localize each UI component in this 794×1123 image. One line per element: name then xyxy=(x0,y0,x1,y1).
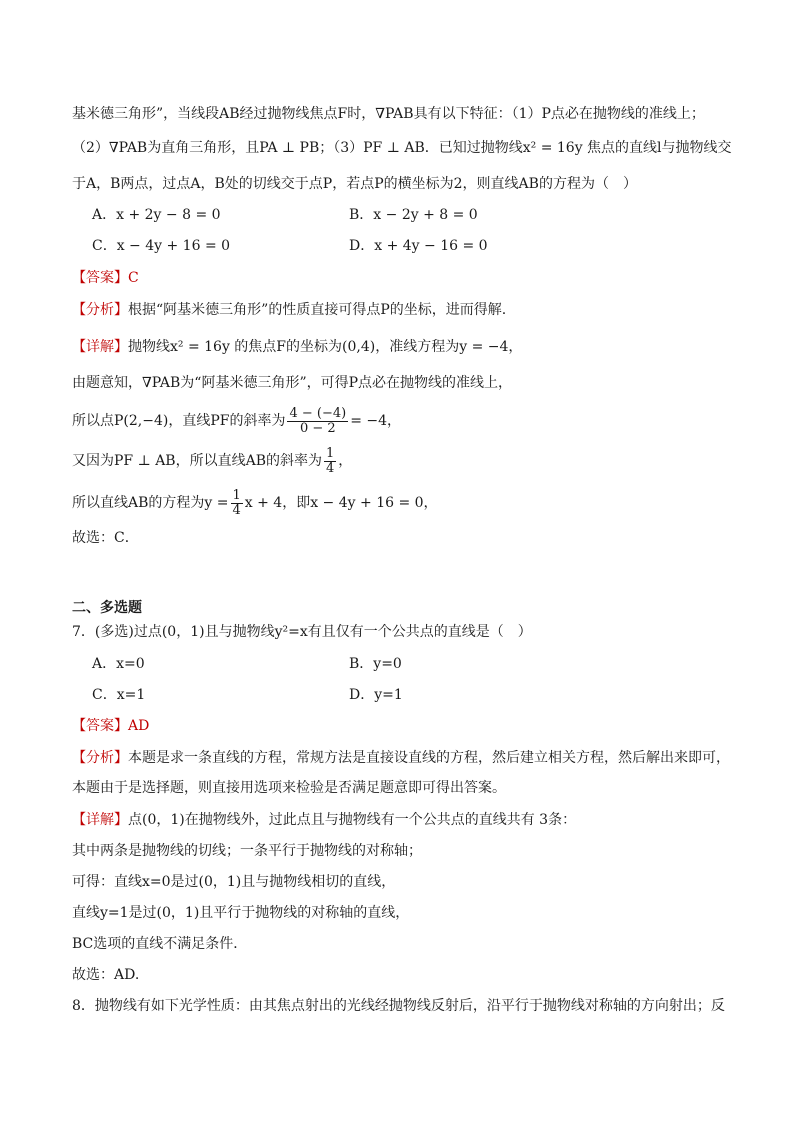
slope-fraction xyxy=(324,447,336,476)
q6-detail-line-2: 由题意知，∇PAB为“阿基米德三角形”，可得P点必在抛物线的准线上， xyxy=(72,375,513,391)
q6-option-a: A．x + 2y − 8 = 0 xyxy=(92,207,221,223)
q6-detail-line-4 xyxy=(72,446,352,476)
fraction-numerator: 4 − (−4) xyxy=(289,405,347,421)
detail-tag: 【详解】 xyxy=(72,812,128,828)
q7-choose: 故选：AD. xyxy=(72,967,140,983)
q7-detail-line-5: BC选项的直线不满足条件． xyxy=(72,936,248,952)
q7-answer: 【答案】AD xyxy=(72,718,150,734)
section-heading: 二、多选题 xyxy=(72,600,142,616)
detail-text: x + 4，即x − 4y + 16 = 0， xyxy=(244,495,438,511)
q7-stem: 7．(多选)过点(0，1)且与抛物线y²=x有且仅有一个公共点的直线是（ ） xyxy=(72,624,532,640)
q7-analysis-line-1 xyxy=(72,748,730,768)
q7-detail-line-2: 其中两条是抛物线的切线；一条平行于抛物线的对称轴； xyxy=(72,843,422,859)
analysis-tag: 【分析】 xyxy=(72,750,128,766)
fraction-denominator: 4 xyxy=(232,502,241,518)
q6-stem-line-1: 基米德三角形”，当线段AB经过抛物线焦点F时，∇PAB具有以下特征：（1）P点必在抛物线的准线上； xyxy=(72,106,705,122)
q7-detail-line-4: 直线y=1是过(0，1)且平行于抛物线的对称轴的直线， xyxy=(72,905,410,921)
coefficient-fraction xyxy=(231,489,243,518)
fraction-numerator: 1 xyxy=(326,445,335,461)
q7-detail-line-1 xyxy=(72,810,576,830)
q6-option-d: D．x + 4y − 16 = 0 xyxy=(349,238,488,254)
q7-detail-line-3: 可得：直线x=0是过(0，1)且与抛物线相切的直线， xyxy=(72,874,396,890)
fraction-numerator: 1 xyxy=(232,487,241,503)
q6-answer: 【答案】C xyxy=(72,270,139,286)
q6-detail-line-3 xyxy=(72,406,401,436)
q6-stem-line-3: 于A，B两点，过点A，B处的切线交于点P，若点P的横坐标为2，则直线AB的方程为（ ） xyxy=(72,176,637,192)
q7-option-a: A．x=0 xyxy=(92,656,145,672)
analysis-text: 根据“阿基米德三角形”的性质直接可得点P的坐标，进而得解. xyxy=(128,302,507,318)
q6-option-c: C．x − 4y + 16 = 0 xyxy=(92,238,231,254)
detail-text: ， xyxy=(338,453,353,469)
q6-detail-line-1 xyxy=(72,337,522,357)
q7-analysis-line-2: 本题由于是选择题，则直接用选项来检验是否满足题意即可得出答案。 xyxy=(72,780,506,796)
q6-option-b: B．x − 2y + 8 = 0 xyxy=(349,207,478,223)
detail-text: 所以点P(2,−4)，直线PF的斜率为 xyxy=(72,413,286,429)
fraction-denominator: 4 xyxy=(326,460,335,476)
detail-text: 抛物线x² = 16y 的焦点F的坐标为(0,4)，准线方程为y = −4， xyxy=(128,339,523,355)
analysis-tag: 【分析】 xyxy=(72,302,128,318)
detail-text: 点(0，1)在抛物线外，过此点且与抛物线有一个公共点的直线共有 3条： xyxy=(128,812,577,828)
detail-text: 又因为PF ⊥ AB，所以直线AB的斜率为 xyxy=(72,453,322,469)
fraction-denominator: 0 − 2 xyxy=(300,420,336,436)
detail-text: 所以直线AB的方程为y = xyxy=(72,495,229,511)
q7-option-b: B．y=0 xyxy=(349,656,402,672)
analysis-text: 本题是求一条直线的方程，常规方法是直接设直线的方程，然后建立相关方程，然后解出来即可， xyxy=(128,750,730,766)
slope-fraction xyxy=(287,407,348,436)
detail-tag: 【详解】 xyxy=(72,339,128,355)
q7-option-c: C．x=1 xyxy=(92,687,146,703)
q6-stem-line-2: （2）∇PAB为直角三角形，且PA ⊥ PB；（3）PF ⊥ AB．已知过抛物线x² = 16y 焦点的直线l与抛物线交 xyxy=(72,140,732,156)
q6-analysis xyxy=(72,300,506,320)
q6-choose: 故选：C． xyxy=(72,530,139,546)
q8-stem-line-1: 8．抛物线有如下光学性质：由其焦点射出的光线经抛物线反射后，沿平行于抛物线对称轴的方向射出；反 xyxy=(72,998,725,1014)
q6-detail-line-5 xyxy=(72,488,438,518)
detail-text: = −4， xyxy=(350,413,402,429)
q7-option-d: D．y=1 xyxy=(349,687,403,703)
